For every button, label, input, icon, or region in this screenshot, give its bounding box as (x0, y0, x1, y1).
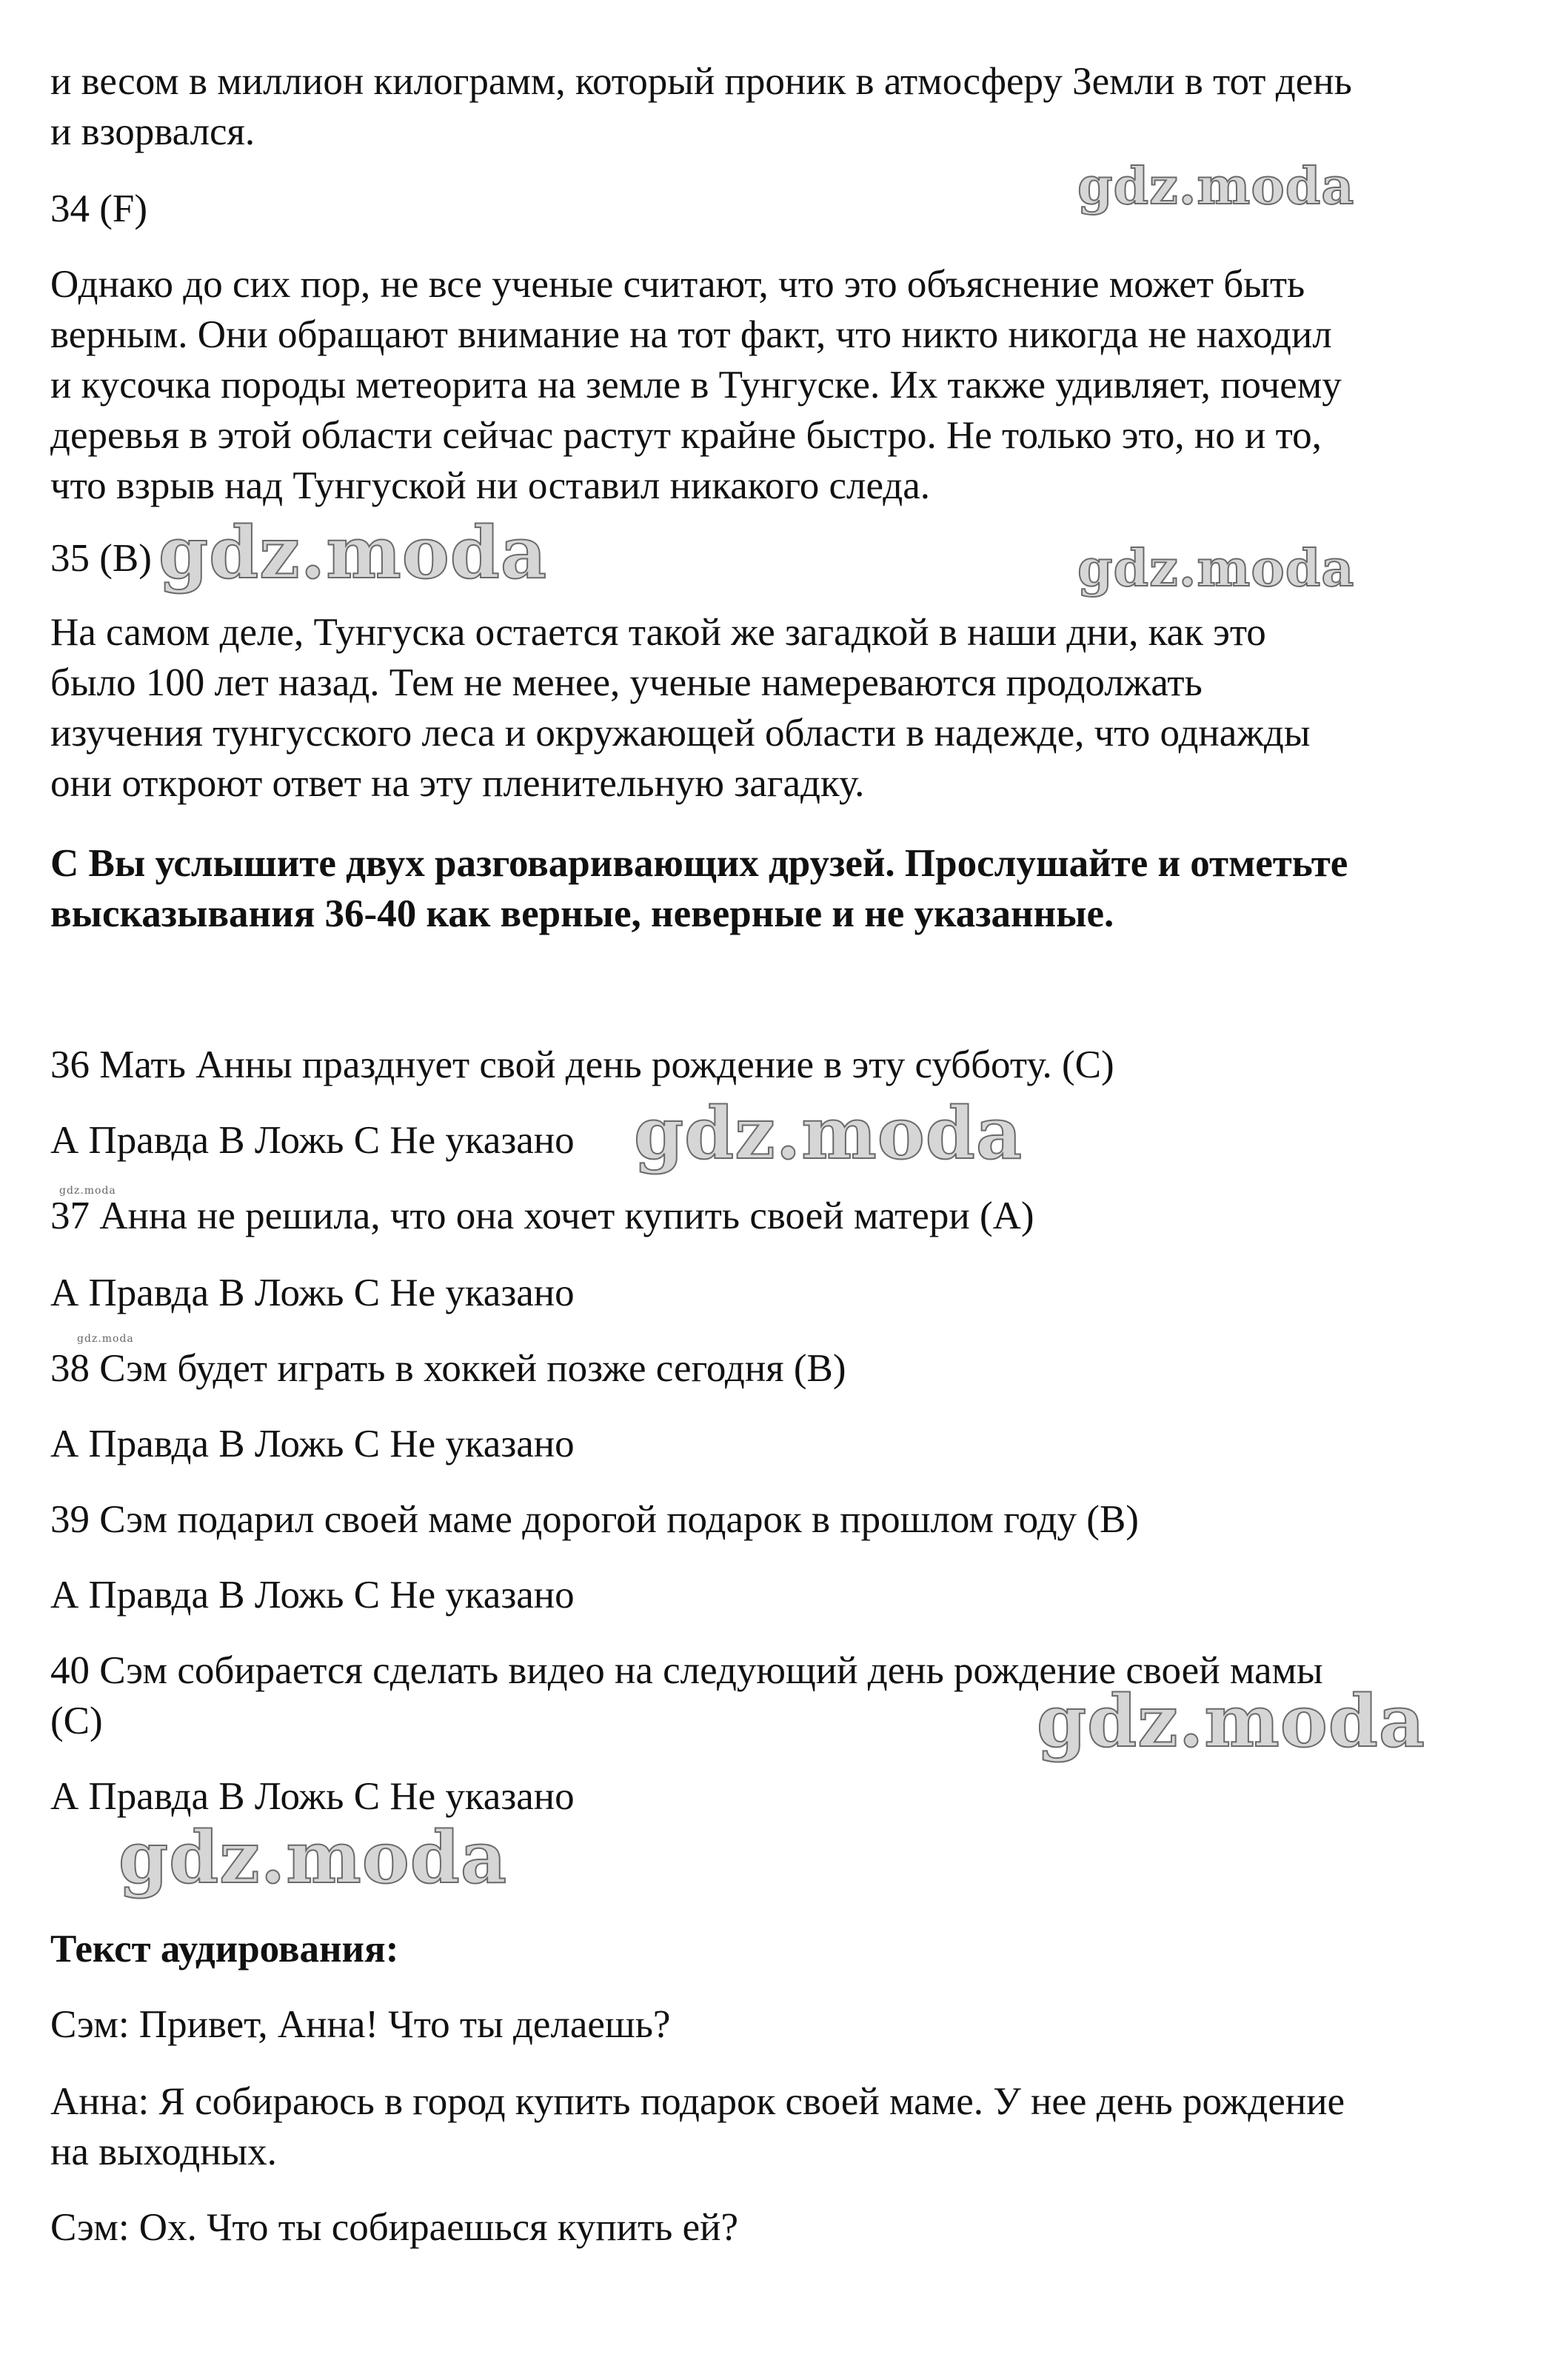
paragraph-line: деревья в этой области сейчас растут крайне быстро. Не только это, но и то, (50, 414, 1322, 457)
question-options: А Правда В Ложь С Не указано (50, 1775, 575, 1818)
paragraph-line: что взрыв над Тунгуской ни оставил никакого следа. (50, 464, 931, 507)
paragraph-line: они откроют ответ на эту пленительную загадку. (50, 762, 865, 805)
paragraph-line: На самом деле, Тунгуска остается такой же загадкой в наши дни, как это (50, 611, 1266, 654)
paragraph-line: верным. Они обращают внимание на тот факт, что никто никогда не находил (50, 313, 1332, 356)
answer-label-35: 35 (B) (50, 537, 152, 580)
paragraph-line: было 100 лет назад. Тем не менее, ученые намереваются продолжать (50, 661, 1203, 704)
transcript-line: Сэм: Привет, Анна! Что ты делаешь? (50, 2003, 671, 2046)
watermark: gdz.moda (1077, 157, 1355, 216)
question-options: А Правда В Ложь С Не указано (50, 1423, 575, 1465)
question-options: А Правда В Ложь С Не указано (50, 1119, 575, 1162)
watermark: gdz.moda (1077, 539, 1355, 598)
section-heading: высказывания 36-40 как верные, неверные и не указанные. (50, 892, 1114, 935)
question-38: 38 Сэм будет играть в хоккей позже сегодня (В) (50, 1347, 846, 1390)
paragraph-line: Однако до сих пор, не все ученые считают, что это объяснение может быть (50, 263, 1305, 306)
watermark: gdz.moda (158, 511, 548, 595)
question-options: А Правда В Ложь С Не указано (50, 1574, 575, 1617)
question-40: 40 Сэм собирается сделать видео на следующий день рождение своей мамы (50, 1649, 1323, 1692)
paragraph-line: и взорвался. (50, 110, 255, 153)
watermark: gdz.moda (59, 1185, 116, 1197)
paragraph-line: и весом в миллион килограмм, который проник в атмосферу Земли в тот день (50, 60, 1352, 103)
transcript-line: на выходных. (50, 2130, 277, 2173)
question-39: 39 Сэм подарил своей маме дорогой подарок в прошлом году (В) (50, 1498, 1139, 1541)
transcript-line: Сэм: Ох. Что ты собираешься купить ей? (50, 2206, 739, 2249)
question-37: 37 Анна не решила, что она хочет купить своей матери (А) (50, 1194, 1034, 1237)
transcript-line: Анна: Я собираюсь в город купить подарок своей маме. У нее день рождение (50, 2080, 1345, 2123)
watermark: gdz.moda (634, 1092, 1023, 1175)
paragraph-line: и кусочка породы метеорита на земле в Тунгуске. Их также удивляет, почему (50, 364, 1342, 407)
watermark: gdz.moda (77, 1333, 134, 1345)
question-36: 36 Мать Анны празднует свой день рождение в эту субботу. (С) (50, 1043, 1114, 1086)
watermark: gdz.moda (118, 1816, 508, 1899)
question-40-answer: (С) (50, 1699, 103, 1742)
transcript-heading: Текст аудирования: (50, 1928, 399, 1970)
section-heading: С Вы услышите двух разговаривающих друзей. Прослушайте и отметьте (50, 842, 1348, 885)
question-options: А Правда В Ложь С Не указано (50, 1271, 575, 1314)
watermark: gdz.moda (1037, 1679, 1426, 1763)
paragraph-line: изучения тунгусского леса и окружающей области в надежде, что однажды (50, 712, 1311, 755)
answer-label-34: 34 (F) (50, 187, 148, 230)
